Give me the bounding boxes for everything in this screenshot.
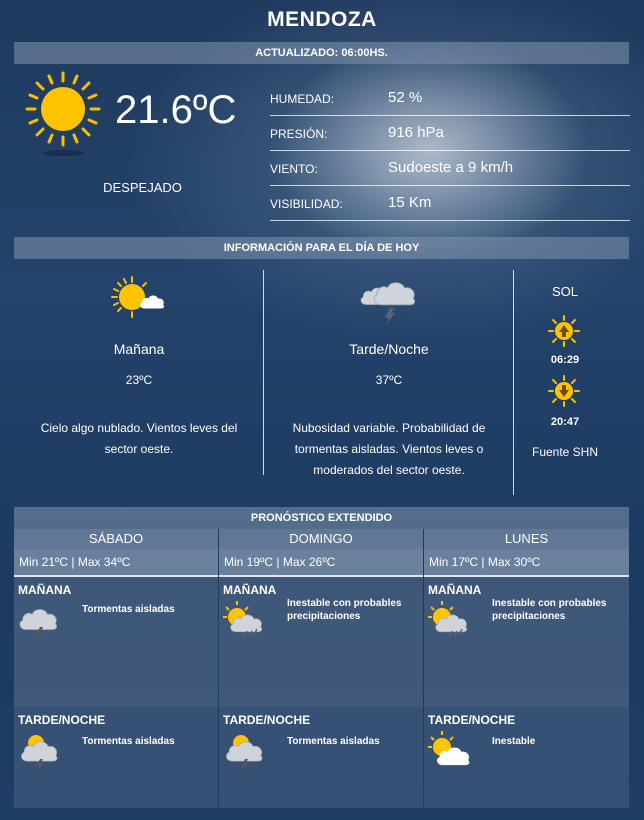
- forecast-cell-morning: [14, 575, 218, 707]
- stat-label: VISIBILIDAD:: [270, 197, 343, 211]
- period-desc: Inestable con probables precipitaciones: [492, 598, 607, 622]
- stat-value: 15 Km: [388, 194, 432, 211]
- forecast-cell-evening: [424, 707, 629, 808]
- period-desc: Tormentas aisladas: [82, 604, 175, 615]
- day-column-saturday: [14, 529, 218, 808]
- stat-wind: [270, 150, 630, 186]
- day-name: LUNES: [424, 529, 629, 549]
- stat-value: 916 hPa: [388, 124, 444, 141]
- day-column-monday: [424, 529, 629, 808]
- period-label: TARDE/NOCHE: [428, 713, 516, 727]
- sunset-icon: [548, 375, 580, 407]
- sun-shadow: [42, 150, 84, 156]
- forecast-cell-evening: [14, 707, 218, 808]
- stat-label: HUMEDAD:: [270, 92, 335, 106]
- period-label: MAÑANA: [223, 583, 277, 597]
- sun-icon: [24, 70, 102, 148]
- today-evening-desc: Nubosidad variable. Probabilidad de tormentas aisladas. Vientos leves o moderados del sector oeste.: [292, 421, 486, 477]
- stat-value: Sudoeste a 9 km/h: [388, 159, 514, 176]
- storm-cloud-icon: [358, 276, 420, 326]
- sun-cloud-icon: [426, 731, 472, 771]
- sunrise-time: 06:29: [550, 354, 580, 366]
- today-morning-title: Mañana: [113, 341, 165, 357]
- stat-humidity: [270, 80, 630, 116]
- forecast-cell-morning: [219, 575, 423, 707]
- day-minmax: Min 17ºC | Max 30ºC: [424, 549, 629, 575]
- stat-pressure: [270, 115, 630, 151]
- updated-bar: ACTUALIZADO: 06:00HS.: [14, 42, 629, 64]
- period-label: TARDE/NOCHE: [18, 713, 106, 727]
- sun-title: SOL: [551, 284, 578, 299]
- period-desc: Tormentas aisladas: [287, 736, 380, 747]
- today-divider-2: [513, 270, 514, 495]
- today-evening-temp: 37ºC: [375, 373, 403, 387]
- sunrise-icon: [548, 315, 580, 347]
- sun-rain-icon: [426, 601, 472, 641]
- today-divider-1: [263, 270, 264, 475]
- stat-label: VIENTO:: [270, 162, 318, 176]
- forecast-cell-evening: [219, 707, 423, 808]
- sun-storm-icon: [16, 731, 62, 771]
- day-minmax: Min 21ºC | Max 34ºC: [14, 549, 218, 575]
- day-name: DOMINGO: [219, 529, 423, 549]
- period-desc: Inestable: [492, 736, 536, 747]
- day-minmax: Min 19ºC | Max 26ºC: [219, 549, 423, 575]
- sunset-time: 20:47: [550, 416, 580, 428]
- sun-source: Fuente SHN: [531, 445, 599, 459]
- day-name: SÁBADO: [14, 529, 218, 549]
- today-evening-title: Tarde/Noche: [349, 341, 429, 357]
- today-morning-temp: 23ºC: [125, 373, 153, 387]
- city-title: MENDOZA: [267, 8, 377, 31]
- sun-storm-icon: [221, 731, 267, 771]
- today-morning-desc: Cielo algo nublado. Vientos leves del sector oeste.: [40, 421, 238, 456]
- period-desc: Inestable con probables precipitaciones: [287, 598, 402, 622]
- current-temperature: 21.6ºC: [115, 88, 237, 132]
- period-label: MAÑANA: [18, 583, 72, 597]
- stat-visibility: [270, 185, 630, 221]
- stat-label: PRESIÓN:: [270, 127, 328, 141]
- period-desc: Tormentas aisladas: [82, 736, 175, 747]
- period-label: TARDE/NOCHE: [223, 713, 311, 727]
- extended-header: PRONÓSTICO EXTENDIDO: [14, 507, 629, 529]
- day-column-sunday: [219, 529, 423, 808]
- partly-cloudy-icon: [110, 275, 168, 323]
- today-header: INFORMACIÓN PARA EL DÍA DE HOY: [14, 237, 629, 259]
- sun-rain-icon: [221, 601, 267, 641]
- period-label: MAÑANA: [428, 583, 482, 597]
- extended-grid: [14, 529, 629, 810]
- stat-value: 52 %: [388, 89, 423, 106]
- current-condition: DESPEJADO: [103, 180, 182, 195]
- storm-cloud-icon: [16, 601, 62, 641]
- forecast-cell-morning: [424, 575, 629, 707]
